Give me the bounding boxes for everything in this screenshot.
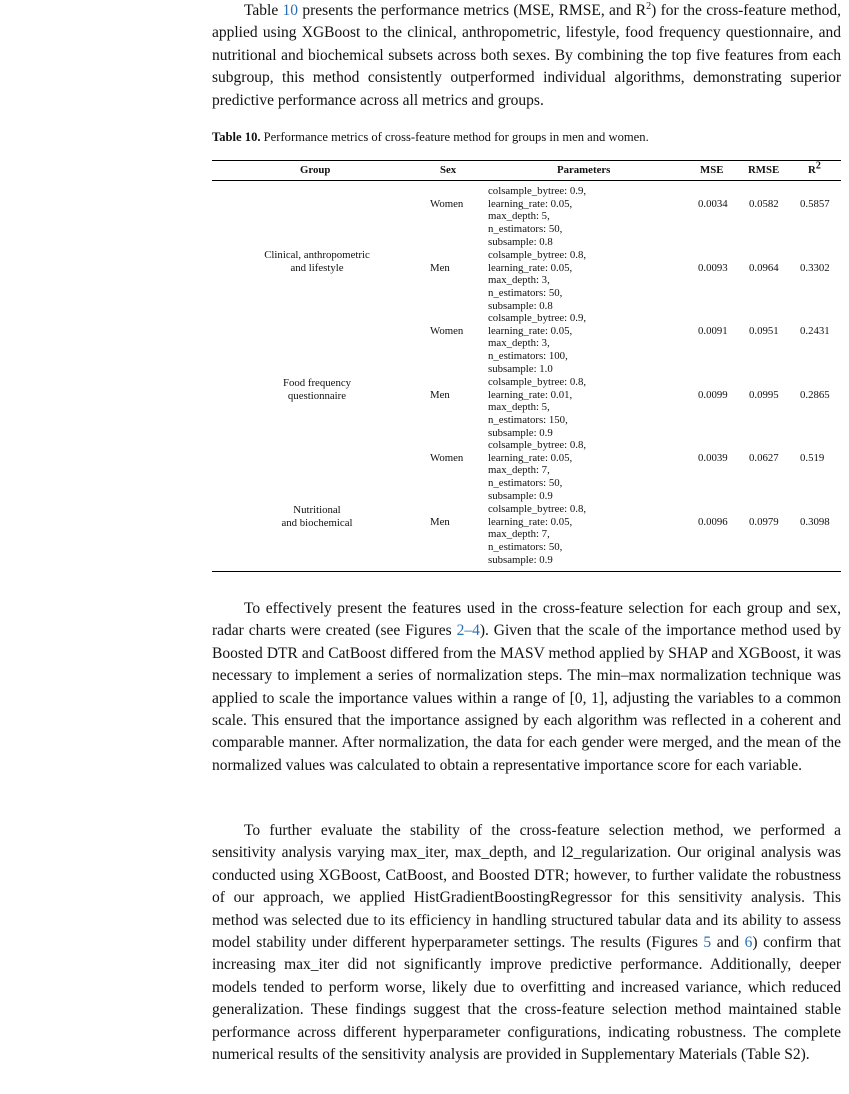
header-mse: MSE: [700, 164, 724, 176]
figure-ref-link[interactable]: 5: [703, 934, 712, 952]
header-group: Group: [300, 164, 331, 176]
paragraph-intro: Table 10 presents the performance metrics (MSE, RMSE, and $R^2$) for the cross-feature method, applied using XGBoost to the clinical, anthropometric, lifestyle, food frequency questionnaire, and nutritional and biochemical subsets across both sexes. By combining the top five features from each subgroup, this method consistently outperformed individual algorithms, demonstrating superior predictive performance across all metrics and groups.: [212, 0, 842, 109]
table-top-rule: [212, 160, 841, 161]
table-ref-link[interactable]: 10: [282, 2, 299, 19]
header-rmse: RMSE: [748, 164, 780, 176]
figure-ref-link[interactable]: 6: [744, 934, 753, 952]
table-header-rule: [212, 180, 841, 181]
paragraph-radar-charts: To effectively present the features used in the cross-feature selection for each group and sex, radar charts were created (see Figures 2–4). Given that the scale of the importance method used by Boosted DTR and CatBoost differed from the MASV method applied by SHAP and XGBoost, it was necessary to implement a series of normalization steps. The min–max normalization technique was applied to scale the importance values within a range of [0, 1], adjusting the variables to a common scale. This ensured that the importance assigned by each algorithm was reflected in a coherent and comparable manner. After normalization, the data for each gender were merged, and the mean of the normalized values was calculated to obtain a representative importance score for each variable.: [212, 600, 841, 774]
figure-ref-link[interactable]: 2–4: [456, 622, 480, 640]
table-caption-text: Performance metrics of cross-feature method for groups in men and women.: [260, 130, 649, 144]
paragraph-sensitivity: To further evaluate the stability of the cross-feature selection method, we performed a sensitivity analysis varying max_iter, max_depth, and l2_regularization. Our original analysis was conducted using XGBoost, CatBoost, and Boosted DTR; however, to further validate the robustness of our approach, we applied HistGradientBoostingRegressor for this sensitivity analysis. This method was selected due to its efficiency in handling structured tabular data and its ability to assess model stability under different hyperparameter settings. The results (Figures 5 and 6) confirm that increasing max_iter did not significantly improve predictive performance. Additionally, deeper models tended to perform worse, likely due to overfitting and increased variance, which reduced generalization. These findings suggest that the cross-feature selection method maintained stable performance across different hyperparameter configurations, indicating robustness. The complete numerical results of the sensitivity analysis are provided in Supplementary Materials (Table S2).: [212, 822, 841, 1064]
group-label: Clinical, anthropometric and lifestyle: [264, 249, 370, 274]
table-bottom-rule: [212, 571, 841, 572]
table-caption: [212, 130, 649, 145]
header-parameters: Parameters: [557, 164, 611, 176]
group-label: Nutritional and biochemical: [281, 504, 353, 529]
header-r2: $R^2$: [808, 160, 821, 176]
group-label: Food frequency questionnaire: [282, 377, 352, 402]
table-caption-label: Table 10.: [212, 130, 261, 144]
header-sex: Sex: [440, 164, 457, 176]
